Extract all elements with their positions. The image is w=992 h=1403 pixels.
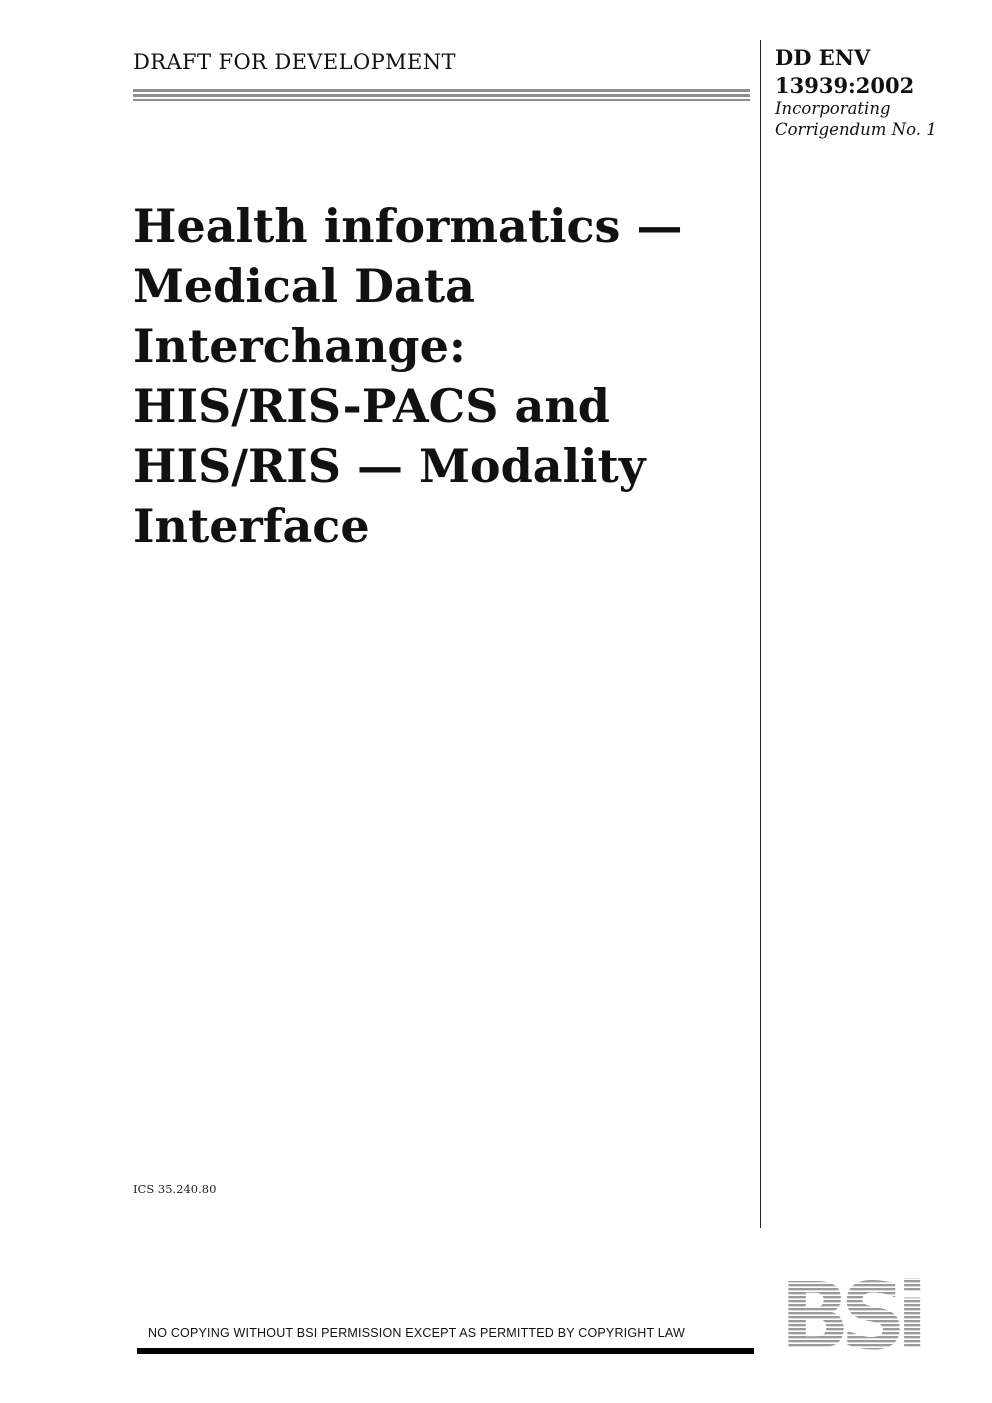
title-line: Interface	[133, 499, 370, 553]
header-rule	[133, 94, 750, 97]
amendment-line: Incorporating	[775, 99, 891, 118]
footer-rule	[137, 1348, 754, 1354]
title-line: Health informatics —	[133, 199, 683, 253]
header-rule	[133, 99, 750, 101]
title-line: Medical Data	[133, 259, 475, 313]
standard-number: 13939:2002	[775, 73, 915, 98]
draft-label: DRAFT FOR DEVELOPMENT	[133, 50, 456, 74]
standard-code: DD ENV	[775, 45, 871, 70]
bsi-logo	[778, 1276, 956, 1356]
standard-number-block	[775, 44, 914, 100]
bsi-logo-text: BSi	[780, 1276, 918, 1356]
title-line: HIS/RIS — Modality	[133, 439, 646, 493]
amendment-line: Corrigendum No. 1	[775, 120, 937, 139]
title-line: Interchange:	[133, 319, 466, 373]
document-title	[133, 196, 743, 556]
title-line: HIS/RIS-PACS and	[133, 379, 610, 433]
amendment-note	[775, 98, 937, 140]
ics-code: ICS 35.240.80	[133, 1182, 217, 1196]
copyright-notice: NO COPYING WITHOUT BSI PERMISSION EXCEPT AS PERMITTED BY COPYRIGHT LAW	[148, 1326, 686, 1340]
header-rule	[133, 89, 750, 92]
vertical-divider	[760, 40, 761, 1228]
